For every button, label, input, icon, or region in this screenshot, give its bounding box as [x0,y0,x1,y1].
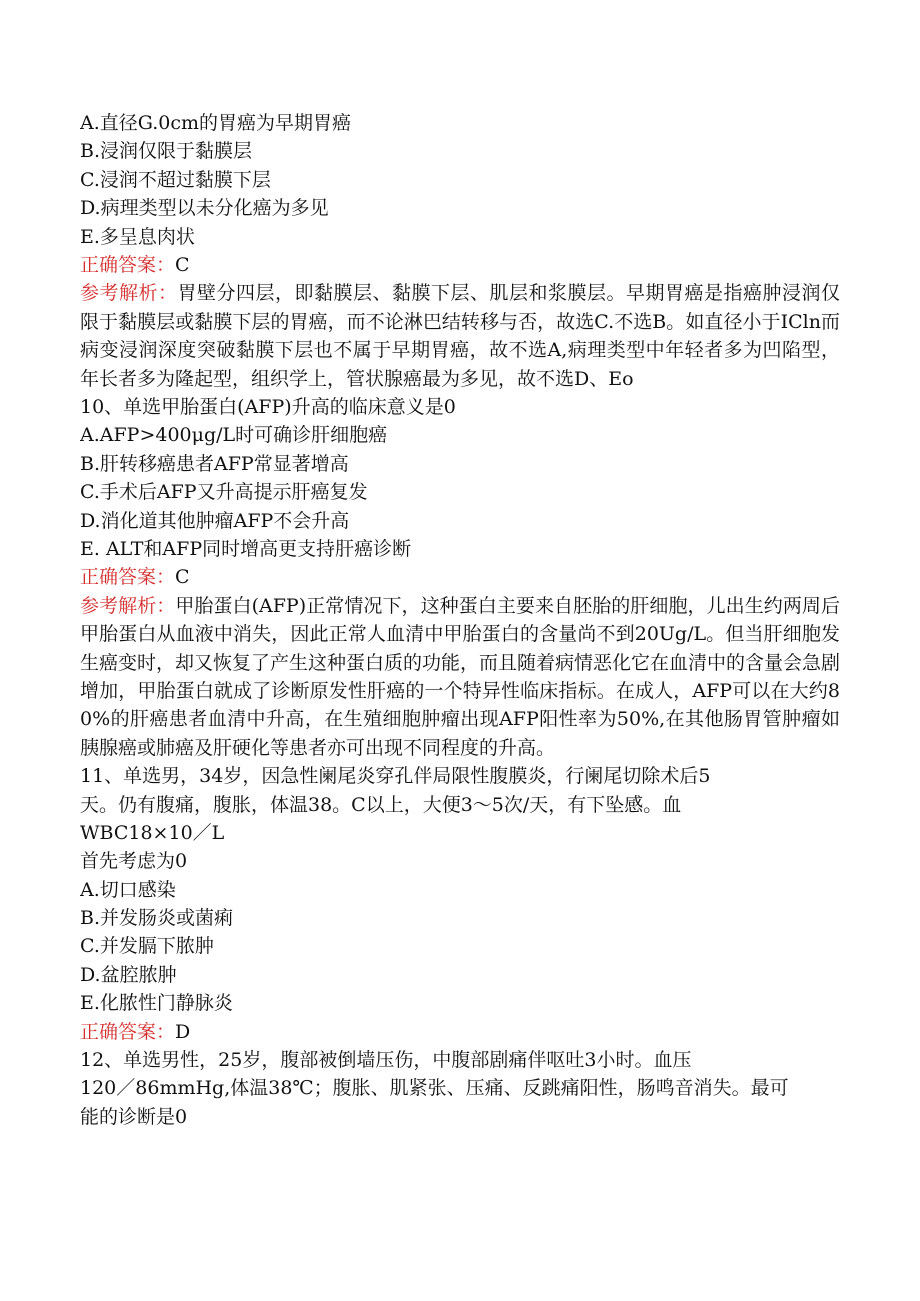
option-e: E.化脓性门静脉炎 [80,992,233,1015]
reference-analysis [80,279,840,393]
question-9 [80,109,840,393]
analysis-text: 甲胎蛋白(AFP)正常情况下，这种蛋白主要来自胚胎的肝细胞，儿出生约两周后甲胎蛋白从血液中消失，因此正常人血清中甲胎蛋白的含量尚不到20Ug/L。但当肝细胞发生癌变时，却又恢复了产生这种蛋白质的功能，而且随着病情恶化它在血清中的含量会急剧增加，甲胎蛋白就成了诊断原发性肝癌的一个特异性临床指标。在成人，AFP可以在大约80%的肝癌患者血清中升高，在生殖细胞肿瘤出现AFP阳性率为50%,在其他肠胃管肿瘤如胰腺癌或肺癌及肝硬化等患者亦可出现不同程度的升高。 [80,594,841,759]
option-b: B.浸润仅限于黏膜层 [80,140,253,163]
question-stem-line: 11、单选男，34岁，因急性阑尾炎穿孔伴局限性腹膜炎，行阑尾切除术后5 [80,765,711,788]
option-c: C.浸润不超过黏膜下层 [80,168,271,191]
question-stem: 10、单选甲胎蛋白(AFP)升高的临床意义是0 [80,395,456,418]
reference-analysis [80,592,840,762]
correct-answer [80,1018,840,1046]
correct-answer [80,251,840,279]
answer-value: C [175,566,190,589]
question-stem-line: 首先考虑为0 [80,850,188,873]
option-b: B.并发肠炎或菌痢 [80,907,234,930]
question-12 [80,1046,840,1131]
question-stem-line: 能的诊断是0 [80,1105,188,1128]
option-d: D.盆腔脓肿 [80,963,177,986]
option-a: A.AFP>400μg/L时可确诊肝细胞癌 [80,424,388,447]
answer-value: D [175,1020,191,1043]
analysis-label: 参考解析： [80,282,178,305]
answer-label: 正确答案： [80,253,176,276]
option-b: B.肝转移癌患者AFP常显著增高 [80,452,349,475]
document-page [80,109,840,1131]
correct-answer [80,563,840,591]
option-d: D.消化道其他肿瘤AFP不会升高 [80,509,350,532]
option-e: E. ALT和AFP同时增高更支持肝癌诊断 [80,537,412,560]
answer-value: C [175,253,190,276]
answer-label: 正确答案： [80,566,176,589]
option-c: C.并发膈下脓肿 [80,935,214,958]
question-11 [80,762,840,1046]
question-stem-line: WBC18×10／L [80,821,225,844]
question-10 [80,393,840,762]
option-c: C.手术后AFP又升高提示肝癌复发 [80,481,368,504]
answer-label: 正确答案： [80,1020,176,1043]
analysis-text: 胃壁分四层，即黏膜层、黏膜下层、肌层和浆膜层。早期胃癌是指癌肿浸润仅限于黏膜层或黏膜下层的胃癌，而不论淋巴结转移与否，故选C.不选B。如直径小于ICln而病变浸润深度突破黏膜下层也不属于早期胃癌，故不选A,病理类型中年轻者多为凹陷型，年长者多为隆起型，组织学上，管状腺癌最为多见，故不选D、Eo [80,282,840,390]
option-a: A.直径G.0cm的胃癌为早期胃癌 [80,112,352,134]
question-stem-line: 天。仍有腹痛，腹胀，体温38。C以上，大便3～5次/天，有下坠感。血 [80,793,682,816]
option-e: E.多呈息肉状 [80,225,195,248]
option-d: D.病理类型以未分化癌为多见 [80,197,329,220]
question-stem-line: 120／86mmHg,体温38℃；腹胀、肌紧张、压痛、反跳痛阳性，肠鸣音消失。最可 [80,1077,789,1100]
question-stem-line: 12、单选男性，25岁，腹部被倒墙压伤，中腹部剧痛伴呕吐3小时。血压 [80,1049,692,1072]
option-a: A.切口感染 [80,878,176,901]
analysis-label: 参考解析： [80,594,176,617]
